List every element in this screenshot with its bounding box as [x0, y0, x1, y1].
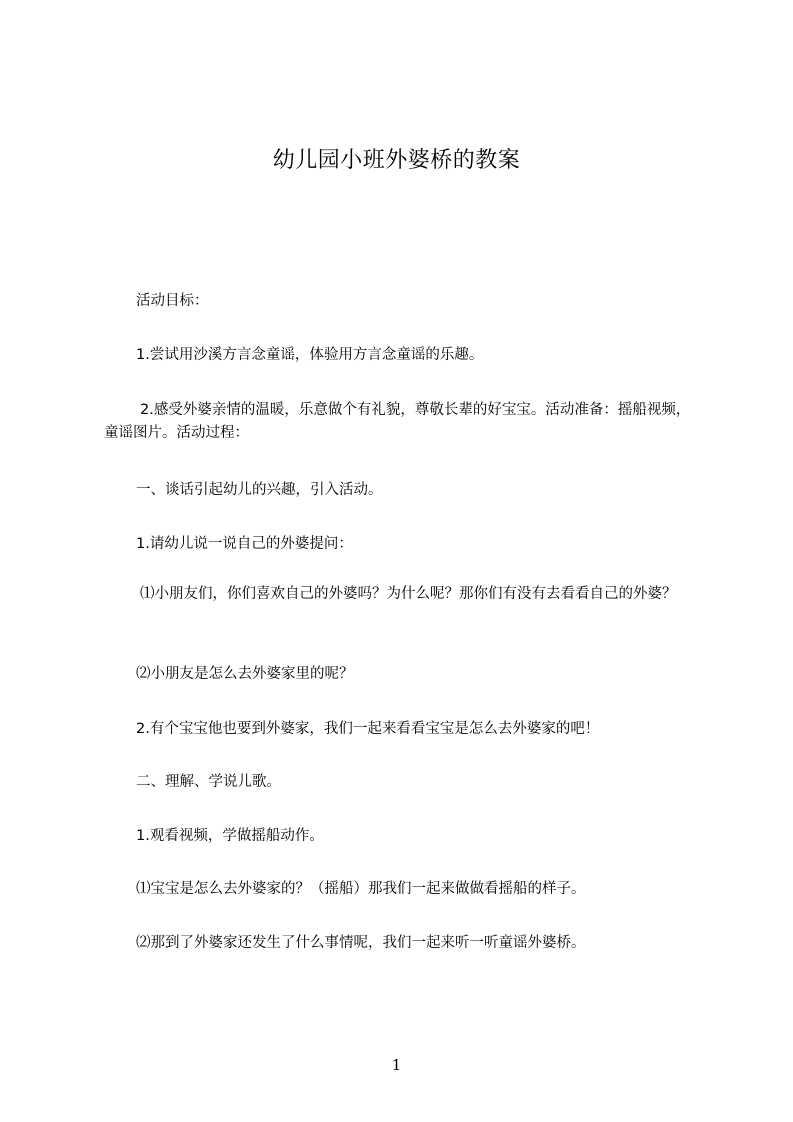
paragraph-goal-2: 2.感受外婆亲情的温暖，乐意做个有礼貌，尊敬长辈的好宝宝。活动准备：摇船视频，童谣图片。活动过程：: [104, 402, 691, 441]
page-title: 幼儿园小班外婆桥的教案: [272, 148, 521, 173]
paragraph-question-4: ⑵那到了外婆家还发生了什么事情呢，我们一起来听一听童谣外婆桥。: [136, 935, 586, 951]
paragraph-question-2: ⑵小朋友是怎么去外婆家里的呢？: [136, 666, 354, 682]
paragraph-item-watch: 1.观看视频，学做摇船动作。: [136, 828, 324, 844]
paragraph-section-1: 一、谈话引起幼儿的兴趣，引入活动。: [136, 482, 383, 498]
paragraph-item-2: 2.有个宝宝他也要到外婆家，我们一起来看看宝宝是怎么去外婆家的吧！: [136, 721, 600, 737]
paragraph-question-3: ⑴宝宝是怎么去外婆家的？（摇船）那我们一起来做做看摇船的样子。: [136, 881, 586, 897]
page-number: 1: [391, 1056, 402, 1074]
paragraph-activity-goals: 活动目标：: [136, 293, 209, 309]
paragraph-goal-1: 1.尝试用沙溪方言念童谣，体验用方言念童谣的乐趣。: [136, 347, 484, 363]
paragraph-section-2: 二、理解、学说儿歌。: [136, 774, 281, 790]
paragraph-item-1: 1.请幼儿说一说自己的外婆提问：: [136, 536, 353, 552]
paragraph-question-1: ⑴小朋友们，你们喜欢自己的外婆吗？为什么呢？那你们有没有去看看自己的外婆？: [140, 586, 677, 602]
